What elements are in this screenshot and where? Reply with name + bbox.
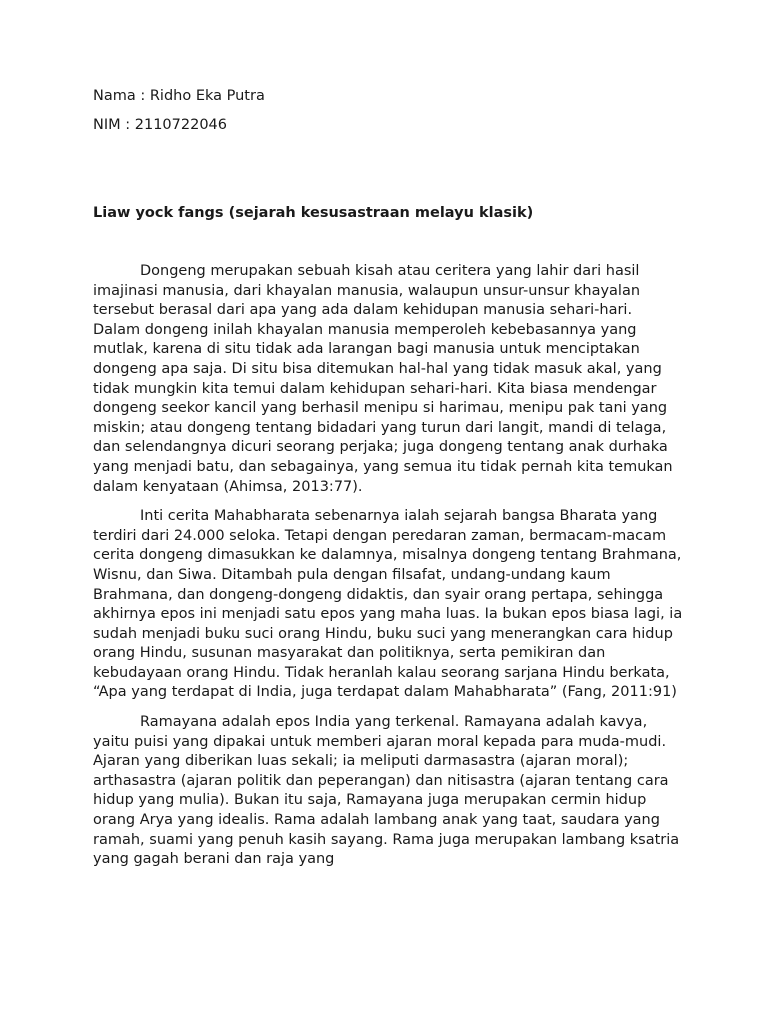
student-name: Nama : Ridho Eka Putra [93, 88, 265, 104]
student-nim: NIM : 2110722046 [93, 117, 227, 133]
document-title: Liaw yock fangs (sejarah kesusastraan melayu klasik) [93, 205, 534, 221]
paragraph-2: Inti cerita Mahabharata sebenarnya ialah sejarah bangsa Bharata yang terdiri dari 24.000 seloka. Tetapi dengan peredaran zaman, bermacam-macam cerita dongeng dimasukkan ke dalamnya, misalnya dongeng tentang Brahmana, Wisnu, dan Siwa. Ditambah pula dengan filsafat, undang-undang kaum Brahmana, dan dongeng-dongeng didaktis, dan syair orang pertapa, sehingga akhirnya epos ini menjadi satu epos yang maha luas. Ia bukan epos biasa lagi, ia sudah menjadi buku suci orang Hindu, buku suci yang menerangkan cara hidup orang Hindu, susunan masyarakat dan politiknya, serta pemikiran dan kebudayaan orang Hindu. Tidak heranlah kalau seorang sarjana Hindu berkata, “Apa yang terdapat di India, juga terdapat dalam Mahabharata” (Fang, 2011:91) [93, 508, 683, 701]
document-body [93, 262, 683, 880]
paragraph-1: Dongeng merupakan sebuah kisah atau ceritera yang lahir dari hasil imajinasi manusia, dari khayalan manusia, walaupun unsur-unsur khayalan tersebut berasal dari apa yang ada dalam kehidupan manusia sehari-hari. Dalam dongeng inilah khayalan manusia memperoleh kebebasannya yang mutlak, karena di situ tidak ada larangan bagi manusia untuk menciptakan dongeng apa saja. Di situ bisa ditemukan hal-hal yang tidak masuk akal, yang tidak mungkin kita temui dalam kehidupan sehari-hari. Kita biasa mendengar dongeng seekor kancil yang berhasil menipu si harimau, menipu pak tani yang miskin; atau dongeng tentang bidadari yang turun dari langit, mandi di telaga, dan selendangnya dicuri seorang perjaka; juga dongeng tentang anak durhaka yang menjadi batu, dan sebagainya, yang semua itu tidak pernah kita temukan dalam kenyataan (Ahimsa, 2013:77). [93, 263, 673, 495]
paragraph-3: Ramayana adalah epos India yang terkenal. Ramayana adalah kavya, yaitu puisi yang dipakai untuk memberi ajaran moral kepada para muda-mudi. Ajaran yang diberikan luas sekali; ia meliputi darmasastra (ajaran moral); arthasastra (ajaran politik dan peperangan) dan nitisastra (ajaran tentang cara hidup yang mulia). Bukan itu saja, Ramayana juga merupakan cermin hidup orang Arya yang idealis. Rama adalah lambang anak yang taat, saudara yang ramah, suami yang penuh kasih sayang. Rama juga merupakan lambang ksatria yang gagah berani dan raja yang [93, 714, 680, 868]
document-page [93, 86, 683, 868]
